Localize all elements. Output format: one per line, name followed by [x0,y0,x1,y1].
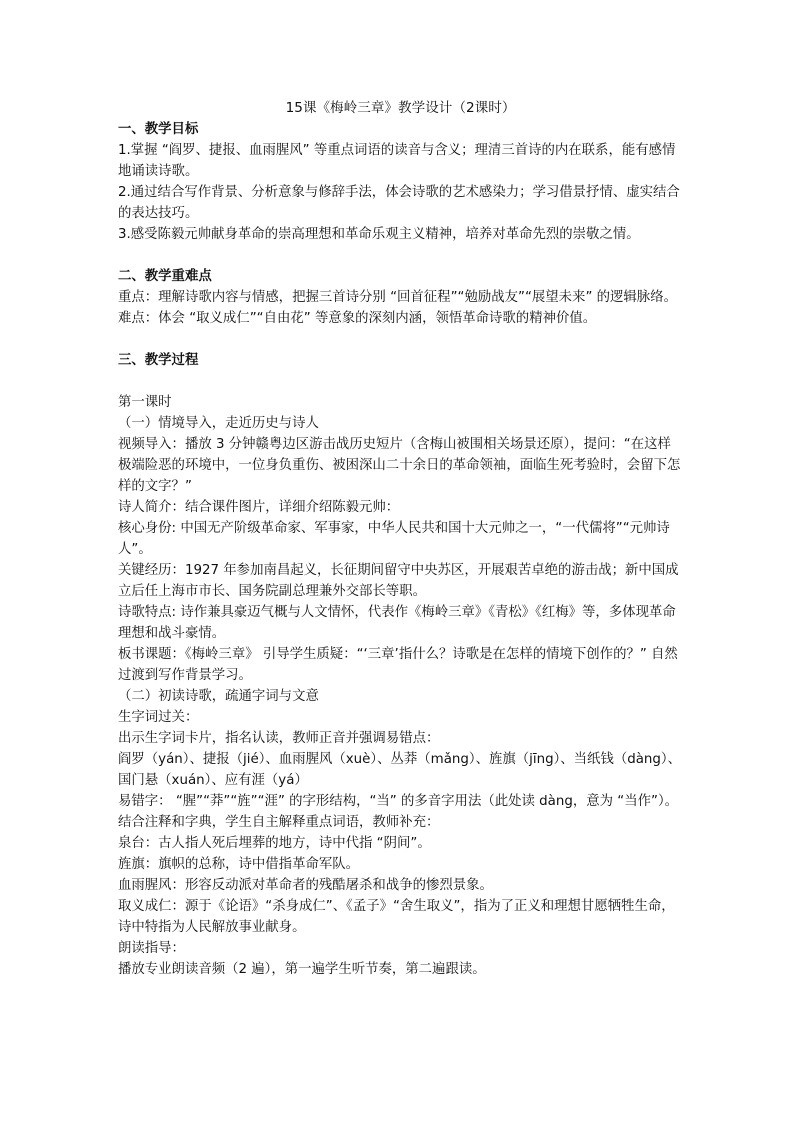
process-line: 出示生字词卡片，指名认读，教师正音并强调易错点： [118,731,440,746]
process-line: 关键经历：1927 年参加南昌起义，长征期间留守中央苏区，开展艰苦卓绝的游击战；新中国成立后任上海市市长、国务院副总理兼外交部长等职。 [118,563,679,599]
objective-item: 1.掌握 “阎罗、捷报、血雨腥风” 等重点词语的读音与含义；理清三首诗的内在联系，能有感情地诵读诗歌。 [118,143,676,179]
spacer [118,329,683,350]
process-line: 旌旗：旗帜的总称，诗中借指革命军队。 [118,857,360,872]
process-line: 播放专业朗读音频（2 遍），第一遍学生听节奏，第二遍跟读。 [118,962,486,977]
process-line: 血雨腥风：形容反动派对革命者的残酷屠杀和战争的惨烈景象。 [118,878,493,893]
process-line: 泉台：古人指人死后埋葬的地方，诗中代指 “阴间”。 [118,836,431,851]
process-line: 视频导入：播放 3 分钟赣粤边区游击战历史短片（含梅山被围相关场景还原），提问：“在这样极端险恶的环境中，一位身负重伤、被困深山二十余日的革命领袖，面临生死考验时，会留下怎样的文字？” [118,437,681,494]
process-line: （一）情境导入，走近历史与诗人 [118,416,319,431]
process-line: 朗读指导： [118,941,185,956]
process-line: 取义成仁：源于《论语》“杀身成仁”、《孟子》“舍生取义”，指为了正义和理想甘愿牺牲生命，诗中特指为人民解放事业献身。 [118,899,675,935]
process-line: 诗人简介：结合课件图片，详细介绍陈毅元帅： [118,500,400,515]
process-line: 诗歌特点: 诗作兼具豪迈气概与人文情怀，代表作《梅岭三章》《青松》《红梅》等，多体现革命理想和战斗豪情。 [118,605,676,641]
process-line: （二）初读诗歌，疏通字词与文意 [118,689,319,704]
process-line: 板书课题：《梅岭三章》 引导学生质疑：“‘三章’指什么？诗歌是在怎样的情境下创作的？” 自然过渡到写作背景学习。 [118,647,678,683]
process-line: 结合注释和字典，学生自主解释重点词语，教师补充： [118,815,440,830]
process-line: 易错字： “腥”“莽”“旌”“涯” 的字形结构，“当” 的多音字用法（此处读 dàng，意为 “当作”）。 [118,794,679,809]
process-line: 生字词过关： [118,710,199,725]
section-heading-process: 三、教学过程 [118,353,199,368]
key-point-text: 重点：理解诗歌内容与情感，把握三首诗分别 “回首征程”“勉励战友”“展望未来” 的逻辑脉络。 [118,290,677,305]
process-line: 阎罗（yán）、捷报（jié）、血雨腥风（xuè）、丛莽（mǎng）、旌旗（jīng）、当纸钱（dàng）、国门悬（xuán）、应有涯（yá） [118,752,681,788]
section-heading-objectives: 一、教学目标 [118,122,199,137]
spacer [118,245,683,266]
spacer [118,371,683,392]
page-title: 15课《梅岭三章》教学设计（2课时） [285,100,516,116]
process-line: 核心身份: 中国无产阶级革命家、军事家，中华人民共和国十大元帅之一，“一代儒将”“元帅诗人”。 [118,521,670,557]
objective-item: 2.通过结合写作背景、分析意象与修辞手法，体会诗歌的艺术感染力；学习借景抒情、虚实结合的表达技巧。 [118,185,680,221]
objective-item: 3.感受陈毅元帅献身革命的崇高理想和革命乐观主义精神，培养对革命先烈的崇敬之情。 [118,227,640,242]
process-line: 第一课时 [118,395,172,410]
document-body [118,97,683,980]
section-heading-key-points: 二、教学重难点 [118,269,212,284]
difficult-point-text: 难点：体会 “取义成仁”“自由花” 等意象的深刻内涵，领悟革命诗歌的精神价值。 [118,311,597,326]
